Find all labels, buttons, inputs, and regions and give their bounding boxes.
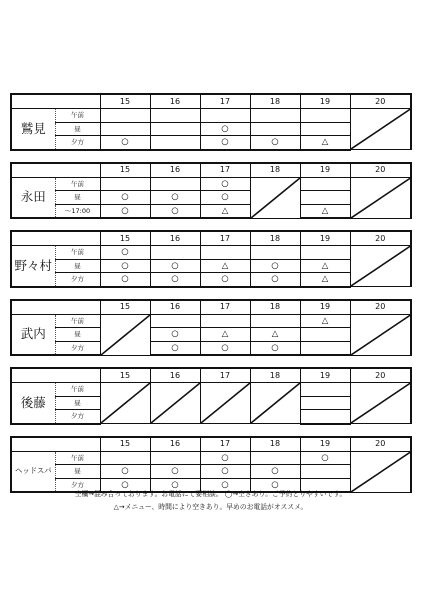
period-label: 夕方 bbox=[55, 478, 100, 492]
day-header: 20 bbox=[350, 300, 411, 315]
header-blank bbox=[55, 231, 100, 246]
availability-cell bbox=[150, 314, 200, 328]
diagonal-slash-icon bbox=[251, 383, 300, 423]
period-label: 午前 bbox=[55, 246, 100, 260]
availability-cell: △ bbox=[200, 204, 250, 218]
availability-cell: △ bbox=[250, 328, 300, 342]
staff-name: 永田 bbox=[11, 177, 55, 218]
availability-cell: ○ bbox=[150, 341, 200, 355]
availability-cell: ○ bbox=[250, 259, 300, 273]
availability-cell: △ bbox=[300, 259, 350, 273]
availability-cell: △ bbox=[300, 314, 350, 328]
availability-cell: ○ bbox=[150, 273, 200, 287]
availability-cell bbox=[300, 383, 350, 397]
day-header: 18 bbox=[250, 163, 300, 178]
unavailable-cell bbox=[150, 383, 200, 424]
diagonal-slash-icon bbox=[351, 383, 411, 423]
day-header: 20 bbox=[350, 368, 411, 383]
availability-cell bbox=[150, 122, 200, 136]
day-header: 16 bbox=[150, 94, 200, 109]
day-header: 17 bbox=[200, 94, 250, 109]
availability-cell bbox=[100, 122, 150, 136]
availability-cell bbox=[200, 246, 250, 260]
legend-line-1: 空欄→混み合っております。お電話にて要相談。 ◯→空きあり。ご予約とりやすいです。 bbox=[74, 490, 347, 498]
day-header: 17 bbox=[200, 437, 250, 452]
availability-cell: ○ bbox=[200, 191, 250, 205]
period-label: 午前 bbox=[55, 383, 100, 397]
availability-cell: ○ bbox=[100, 465, 150, 479]
staff-name: 武内 bbox=[11, 314, 55, 355]
header-blank bbox=[11, 437, 55, 452]
period-row bbox=[11, 314, 411, 328]
availability-cell: ○ bbox=[100, 191, 150, 205]
day-header: 20 bbox=[350, 163, 411, 178]
day-header: 16 bbox=[150, 163, 200, 178]
availability-cell: ○ bbox=[200, 341, 250, 355]
availability-cell bbox=[300, 246, 350, 260]
availability-cell bbox=[300, 341, 350, 355]
availability-cell bbox=[200, 314, 250, 328]
availability-cell: ○ bbox=[200, 465, 250, 479]
availability-cell: ○ bbox=[250, 136, 300, 150]
availability-cell bbox=[250, 451, 300, 465]
staff-schedule-table bbox=[10, 230, 412, 288]
diagonal-slash-icon bbox=[151, 383, 200, 423]
period-label: 午前 bbox=[55, 177, 100, 191]
day-header: 15 bbox=[100, 94, 150, 109]
staff-name: 後藤 bbox=[11, 383, 55, 424]
diagonal-slash-icon bbox=[351, 109, 411, 149]
header-blank bbox=[11, 231, 55, 246]
availability-cell bbox=[300, 109, 350, 123]
unavailable-cell bbox=[350, 246, 411, 287]
period-row bbox=[11, 383, 411, 397]
day-header: 16 bbox=[150, 368, 200, 383]
availability-cell: ○ bbox=[200, 478, 250, 492]
period-label: 昼 bbox=[55, 191, 100, 205]
availability-cell bbox=[100, 109, 150, 123]
availability-cell: ○ bbox=[200, 177, 250, 191]
day-header: 20 bbox=[350, 437, 411, 452]
availability-cell: ○ bbox=[150, 328, 200, 342]
availability-cell bbox=[150, 451, 200, 465]
availability-cell bbox=[250, 122, 300, 136]
availability-cell: ○ bbox=[100, 478, 150, 492]
diagonal-slash-icon bbox=[101, 383, 150, 423]
availability-cell: ○ bbox=[150, 465, 200, 479]
day-header: 18 bbox=[250, 368, 300, 383]
day-header: 18 bbox=[250, 437, 300, 452]
availability-cell bbox=[200, 109, 250, 123]
availability-cell: ○ bbox=[250, 273, 300, 287]
unavailable-cell bbox=[200, 383, 250, 424]
availability-cell bbox=[100, 177, 150, 191]
day-header: 17 bbox=[200, 300, 250, 315]
availability-cell: ○ bbox=[250, 465, 300, 479]
header-blank bbox=[55, 94, 100, 109]
day-header: 19 bbox=[300, 368, 350, 383]
period-label: 昼 bbox=[55, 465, 100, 479]
availability-cell: ○ bbox=[250, 341, 300, 355]
staff-schedule-table bbox=[10, 299, 412, 357]
period-label: 昼 bbox=[55, 259, 100, 273]
period-label: 午前 bbox=[55, 451, 100, 465]
day-header: 15 bbox=[100, 163, 150, 178]
availability-cell bbox=[150, 246, 200, 260]
unavailable-cell bbox=[350, 383, 411, 424]
header-blank bbox=[11, 368, 55, 383]
unavailable-cell bbox=[350, 109, 411, 150]
day-header: 20 bbox=[350, 94, 411, 109]
day-header: 16 bbox=[150, 437, 200, 452]
staff-schedule-table bbox=[10, 367, 412, 425]
day-header: 15 bbox=[100, 437, 150, 452]
availability-cell: ○ bbox=[150, 204, 200, 218]
unavailable-cell bbox=[100, 314, 150, 355]
availability-cell bbox=[100, 451, 150, 465]
availability-cell: ○ bbox=[150, 478, 200, 492]
availability-cell: ○ bbox=[150, 259, 200, 273]
period-label: 午前 bbox=[55, 109, 100, 123]
availability-cell bbox=[300, 122, 350, 136]
staff-schedule-table bbox=[10, 162, 412, 220]
availability-cell: ○ bbox=[200, 122, 250, 136]
availability-cell bbox=[150, 109, 200, 123]
diagonal-slash-icon bbox=[201, 383, 250, 423]
diagonal-slash-icon bbox=[351, 246, 411, 286]
day-header: 15 bbox=[100, 300, 150, 315]
availability-cell: ○ bbox=[250, 478, 300, 492]
day-header: 15 bbox=[100, 368, 150, 383]
period-row bbox=[11, 246, 411, 260]
period-label: 〜17:00 bbox=[55, 204, 100, 218]
day-header: 18 bbox=[250, 94, 300, 109]
header-blank bbox=[55, 163, 100, 178]
diagonal-slash-icon bbox=[251, 178, 300, 218]
unavailable-cell bbox=[350, 177, 411, 218]
diagonal-slash-icon bbox=[351, 178, 411, 218]
availability-cell bbox=[300, 465, 350, 479]
availability-cell bbox=[300, 191, 350, 205]
unavailable-cell bbox=[350, 451, 411, 492]
period-label: 夕方 bbox=[55, 136, 100, 150]
day-header: 16 bbox=[150, 300, 200, 315]
header-blank bbox=[55, 437, 100, 452]
availability-cell: △ bbox=[200, 328, 250, 342]
day-header: 19 bbox=[300, 300, 350, 315]
day-header: 17 bbox=[200, 163, 250, 178]
header-blank bbox=[11, 163, 55, 178]
availability-cell bbox=[300, 396, 350, 410]
availability-cell bbox=[250, 314, 300, 328]
availability-cell: △ bbox=[300, 136, 350, 150]
availability-cell: ○ bbox=[100, 273, 150, 287]
period-label: 夕方 bbox=[55, 341, 100, 355]
availability-cell bbox=[300, 177, 350, 191]
day-header: 15 bbox=[100, 231, 150, 246]
availability-cell bbox=[150, 177, 200, 191]
period-label: 昼 bbox=[55, 122, 100, 136]
day-header: 16 bbox=[150, 231, 200, 246]
day-header: 18 bbox=[250, 231, 300, 246]
availability-cell bbox=[250, 109, 300, 123]
staff-name: 野々村 bbox=[11, 246, 55, 287]
availability-cell bbox=[250, 246, 300, 260]
day-header: 19 bbox=[300, 437, 350, 452]
header-blank bbox=[11, 94, 55, 109]
day-header: 19 bbox=[300, 231, 350, 246]
day-header: 17 bbox=[200, 368, 250, 383]
availability-cell: △ bbox=[200, 259, 250, 273]
schedule-sheet bbox=[10, 93, 410, 504]
diagonal-slash-icon bbox=[101, 315, 150, 355]
period-label: 夕方 bbox=[55, 273, 100, 287]
availability-cell: ○ bbox=[200, 451, 250, 465]
period-row bbox=[11, 451, 411, 465]
day-header: 18 bbox=[250, 300, 300, 315]
period-row bbox=[11, 177, 411, 191]
period-label: 午前 bbox=[55, 314, 100, 328]
unavailable-cell bbox=[350, 314, 411, 355]
availability-cell bbox=[150, 136, 200, 150]
staff-schedule-table bbox=[10, 93, 412, 151]
availability-cell: ○ bbox=[200, 273, 250, 287]
staff-schedule-table bbox=[10, 436, 412, 494]
availability-cell: ○ bbox=[100, 204, 150, 218]
availability-cell bbox=[300, 328, 350, 342]
period-label: 夕方 bbox=[55, 410, 100, 424]
legend-line-2: △→メニュー、時間により空きあり。早めのお電話がオススメ。 bbox=[113, 503, 308, 511]
diagonal-slash-icon bbox=[351, 315, 411, 355]
availability-cell: ○ bbox=[300, 451, 350, 465]
availability-cell: ○ bbox=[100, 246, 150, 260]
day-header: 19 bbox=[300, 163, 350, 178]
availability-cell: ○ bbox=[100, 259, 150, 273]
availability-cell: ○ bbox=[100, 136, 150, 150]
period-label: 昼 bbox=[55, 328, 100, 342]
availability-cell: △ bbox=[300, 204, 350, 218]
availability-cell: ○ bbox=[200, 136, 250, 150]
day-header: 20 bbox=[350, 231, 411, 246]
availability-cell: ○ bbox=[150, 191, 200, 205]
availability-cell bbox=[300, 410, 350, 424]
legend-notes bbox=[0, 488, 421, 514]
day-header: 19 bbox=[300, 94, 350, 109]
header-blank bbox=[55, 368, 100, 383]
diagonal-slash-icon bbox=[351, 452, 411, 492]
availability-cell: △ bbox=[300, 273, 350, 287]
unavailable-cell bbox=[250, 177, 300, 218]
unavailable-cell bbox=[100, 383, 150, 424]
day-header: 17 bbox=[200, 231, 250, 246]
header-blank bbox=[55, 300, 100, 315]
period-label: 昼 bbox=[55, 396, 100, 410]
period-row bbox=[11, 109, 411, 123]
staff-name: ヘッドスパ bbox=[11, 451, 55, 492]
staff-name: 鷲見 bbox=[11, 109, 55, 150]
unavailable-cell bbox=[250, 383, 300, 424]
header-blank bbox=[11, 300, 55, 315]
